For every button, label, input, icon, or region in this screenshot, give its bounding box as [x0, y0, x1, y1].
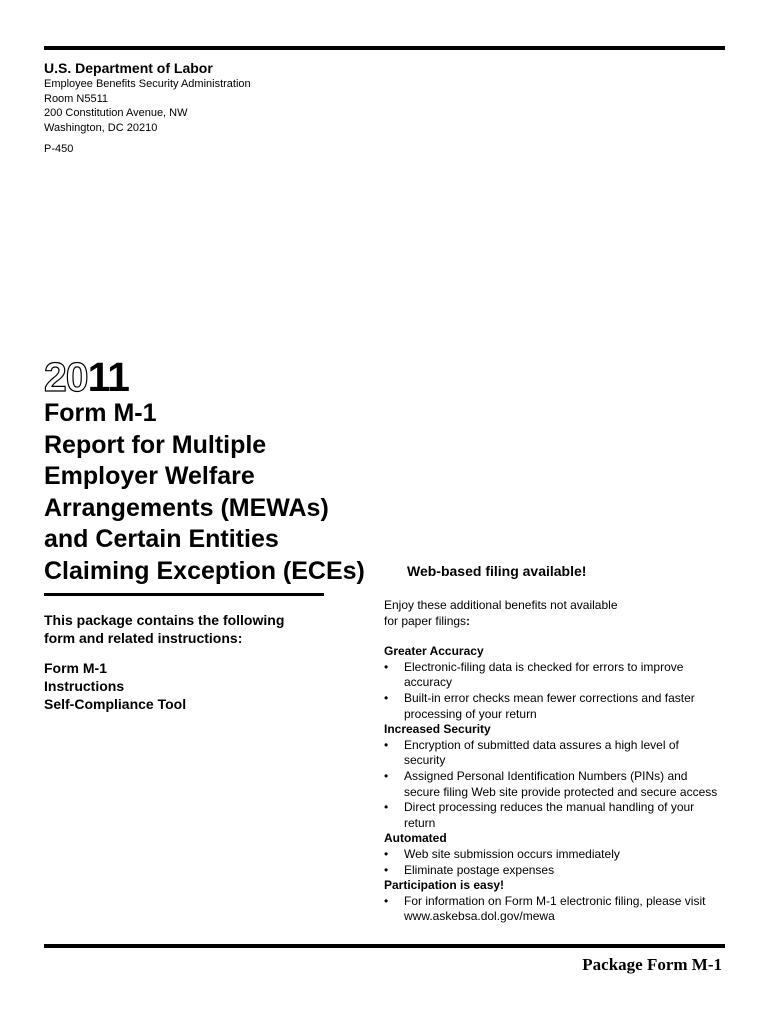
bottom-rule: [44, 944, 725, 948]
package-contents-intro: [44, 611, 284, 647]
benefit-list: [384, 847, 719, 878]
benefit-item: • Eliminate postage expenses: [384, 862, 555, 877]
agency-address-block: [44, 59, 251, 156]
bullet-icon: •: [384, 800, 389, 815]
benefit-item: • Direct processing reduces the manual handling of your return: [384, 800, 695, 830]
title-line: and Certain Entities: [44, 525, 279, 553]
top-rule: [44, 46, 725, 50]
form-title: [44, 398, 365, 587]
address-line: Washington, DC 20210: [44, 121, 158, 134]
benefits-intro: [384, 598, 719, 629]
benefit-item: • Electronic-filing data is checked for errors to improve accuracy: [384, 659, 684, 690]
benefits-intro-line: for paper filings: [384, 613, 467, 628]
benefit-item: • Built-in error checks mean fewer corrections and faster processing of your return: [384, 690, 695, 721]
benefit-list: [384, 894, 719, 925]
bullet-icon: •: [384, 690, 389, 705]
bullet-icon: •: [384, 846, 389, 861]
benefit-section-heading: Participation is easy!: [384, 878, 505, 893]
bullet-icon: •: [384, 768, 389, 783]
benefit-section-heading: Greater Accuracy: [384, 644, 484, 659]
web-filing-benefits: [384, 598, 719, 925]
title-line: Arrangements (MEWAs): [44, 493, 329, 522]
contents-intro-line: This package contains the following: [44, 612, 285, 628]
package-item: Form M-1: [44, 660, 107, 676]
contents-intro-line: form and related instructions:: [44, 630, 243, 646]
benefit-item: • Assigned Personal Identification Numbers (PINs) and secure filing Web site provide protected and secure access: [384, 768, 718, 799]
form-year: [44, 354, 129, 400]
benefit-item: • For information on Form M-1 electronic filing, please visit www.askebsa.dol.gov/mewa: [384, 893, 706, 924]
web-filing-heading: Web-based filing available!: [407, 563, 587, 579]
address-line: Room N5511: [44, 92, 108, 105]
title-line: Employer Welfare: [44, 462, 255, 490]
address-line: 200 Constitution Avenue, NW: [44, 107, 188, 119]
publication-code: P-450: [44, 143, 74, 155]
title-divider: [44, 593, 324, 596]
year-prefix-outlined: 20: [44, 354, 88, 400]
benefit-item: • Web site submission occurs immediately: [384, 846, 620, 861]
department-name: U.S. Department of Labor: [44, 60, 213, 76]
benefit-section-heading: Automated: [384, 831, 447, 846]
benefit-section-heading: Increased Security: [384, 722, 491, 737]
package-contents-list: [44, 659, 186, 713]
bullet-icon: •: [384, 737, 389, 752]
title-line: Claiming Exception (ECEs): [44, 556, 365, 585]
benefits-intro-line: Enjoy these additional benefits not available: [384, 598, 618, 612]
title-line: Form M-1: [44, 399, 157, 427]
bullet-icon: •: [384, 862, 389, 877]
package-label: Package Form M-1: [582, 955, 722, 974]
benefit-list: [384, 660, 719, 722]
package-item: Instructions: [44, 678, 125, 694]
title-line: Report for Multiple: [44, 430, 267, 459]
address-line: Employee Benefits Security Administration: [44, 78, 251, 90]
package-item: Self-Compliance Tool: [44, 696, 187, 712]
benefit-item: • Encryption of submitted data assures a high level of security: [384, 737, 679, 768]
benefit-list: [384, 738, 719, 832]
bullet-icon: •: [384, 893, 389, 908]
bullet-icon: •: [384, 659, 389, 674]
year-suffix: 11: [87, 354, 129, 400]
benefits-intro-colon: :: [466, 613, 471, 628]
